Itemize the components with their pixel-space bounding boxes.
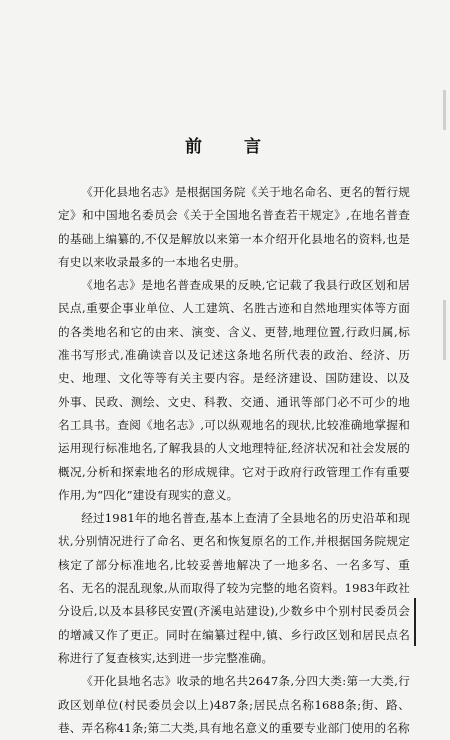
- scan-edge-mark: [443, 300, 446, 360]
- margin-mark: [414, 598, 416, 646]
- paragraph-3: 经过1981年的地名普查,基本上查清了全县地名的历史沿革和现状,分别情况进行了命名、更名和恢复原名的工作,并根据国务院规定核定了部分标准地名,比较妥善地解决了一地多名、一名多写、重名、无名的混乱现象,从而取得了较为完整的地名资料。1983年政社分设后,以及本县移民安置(齐溪电站建设),少数乡中个别村民委员会的增减又作了更正。同时在编纂过程中,镇、乡行政区划和居民点名称进行了复查核实,达到进一步完整准确。: [58, 511, 410, 665]
- paragraph-1: 《开化县地名志》是根据国务院《关于地名命名、更名的暂行规定》和中国地名委员会《关于全国地名普查若干规定》,在地名普查的基础上编纂的,不仅是解放以来第一本介绍开化县地名的资料,也是有史以来收录最多的一本地名史册。: [58, 185, 411, 269]
- paragraph-4: 《开化县地名志》收录的地名共2647条,分四大类:第一大类,行政区划单位(村民委员会以上)487条;居民点名称1688条;街、路、巷、弄名称41条;第二大类,具有地名意义的重要专业部门使用的名称: [58, 674, 410, 735]
- preface-body: [58, 181, 410, 740]
- scan-edge-mark: [443, 90, 446, 130]
- page-title: 前 言: [185, 137, 279, 157]
- paragraph-2: 《地名志》是地名普查成果的反映,它记载了我县行政区划和居民点,重要企事业单位、人工建筑、名胜古迹和自然地理实体等方面的各类地名和它的由来、演变、含义、更替,地理位置,行政归属,标准书写形式,准确读音以及记述这条地名所代表的政治、经济、历史、地理、文化等等有关主要内容。是经济建设、国防建设、以及外事、民政、测绘、文史、科教、交通、通讯等部门必不可少的地名工具书。查阅《地名志》,可以纵观地名的现状,比较准确地掌握和运用现行标准地名,了解我县的人文地理特征,经济状况和社会发展的概况,分析和探索地名的形成规律。它对于政府行政管理工作有重要作用,为“四化”建设有现实的意义。: [58, 278, 410, 502]
